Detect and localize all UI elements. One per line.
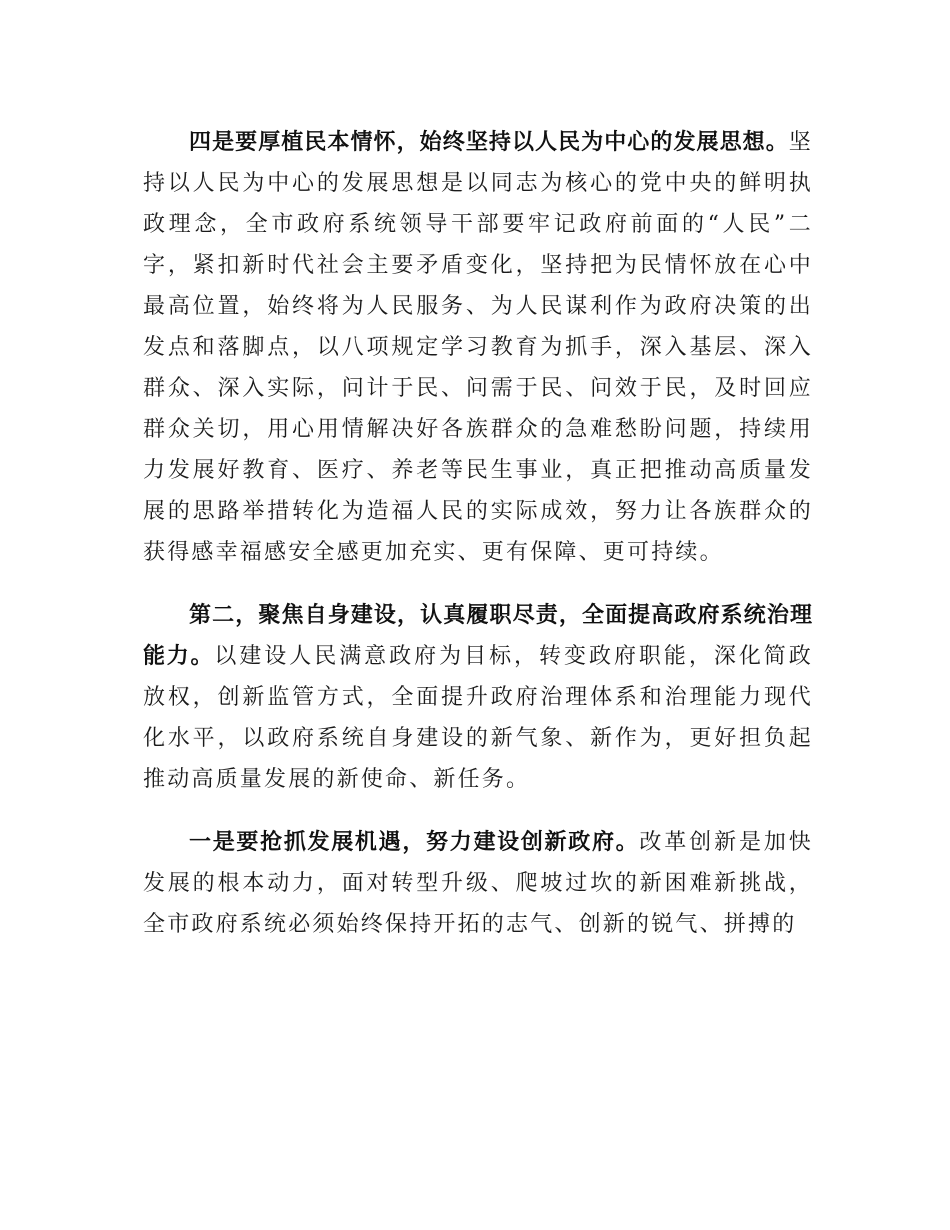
paragraph-text: 坚持以人民为中心的发展思想是以同志为核心的党中央的鲜明执政理念，全市政府系统领导干部要牢记政府前面的“人民”二字，紧扣新时代社会主要矛盾变化，坚持把为民情怀放在心中最高位置，始终将为人民服务、为人民谋利作为政府决策的出发点和落脚点，以八项规定学习教育为抓手，深入基层、深入群众、深入实际，问计于民、问需于民、问效于民，及时回应群众关切，用心用情解决好各族群众的急难愁盼问题，持续用力发展好教育、医疗、养老等民生事业，真正把推动高质量发展的思路举措转化为造福人民的实际成效，努力让各族群众的获得感幸福感安全感更加充实、更有保障、更可持续。 bbox=[143, 130, 813, 565]
paragraph-heading: 一是要抢抓发展机遇，努力建设创新政府。 bbox=[189, 830, 640, 855]
paragraph-self-construction bbox=[143, 595, 813, 800]
paragraph-people-centered bbox=[143, 122, 813, 573]
paragraph-heading: 四是要厚植民本情怀，始终坚持以人民为中心的发展思想。 bbox=[189, 130, 789, 155]
paragraph-text: 改革创新是加快发展的根本动力，面对转型升级、爬坡过坎的新困难新挑战，全市政府系统必须始终保持开拓的志气、创新的锐气、拼搏的 bbox=[143, 830, 813, 937]
paragraph-text: 以建设人民满意政府为目标，转变政府职能，深化简政放权，创新监管方式，全面提升政府治理体系和治理能力现代化水平，以政府系统自身建设的新气象、新作为，更好担负起推动高质量发展的新使命、新任务。 bbox=[143, 644, 813, 792]
paragraph-heading: 第二，聚焦自身建设，认真履职尽责，全面提高政府系统治理能力。 bbox=[143, 603, 813, 669]
document-body bbox=[143, 122, 813, 945]
paragraph-innovative-government bbox=[143, 822, 813, 945]
